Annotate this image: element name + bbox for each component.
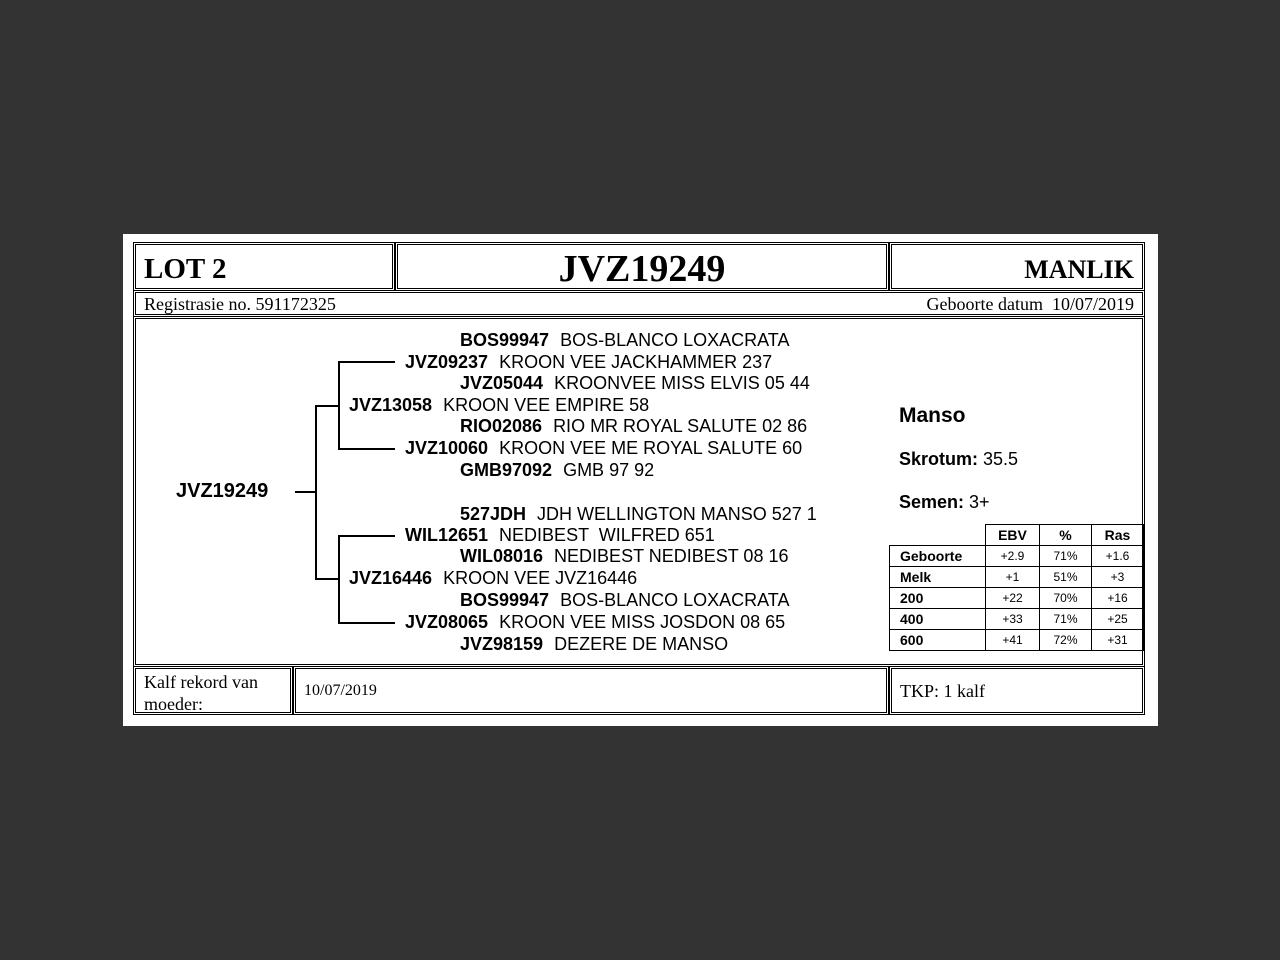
ebv-ras: +1.6 <box>1092 546 1144 567</box>
registration-row <box>135 292 1143 315</box>
line-to-dam-dam <box>338 622 395 624</box>
animal-id-title: JVZ19249 <box>558 248 726 290</box>
registration-label: Registrasie no. <box>144 294 251 314</box>
ancestor-name: NEDIBEST WILFRED 651 <box>499 525 715 545</box>
ebv-pct: 72% <box>1040 630 1092 651</box>
calf-record-label <box>144 671 258 715</box>
ebv-pct: 71% <box>1040 609 1092 630</box>
scrotum-value: 35.5 <box>983 449 1019 469</box>
calf-record-value-box <box>295 668 887 713</box>
line-to-sire <box>315 405 339 407</box>
registration-number: 591172325 <box>255 294 336 314</box>
pedigree-sire-dam-sire <box>460 416 807 437</box>
line-to-dam-sire <box>338 535 395 537</box>
pedigree-dam-dam-dam <box>460 634 728 655</box>
birth-date-label: Geboorte datum <box>926 294 1043 314</box>
line-subject <box>295 491 315 493</box>
pedigree-sire-sire-dam <box>460 373 810 394</box>
ebv-row-label: 400 <box>890 609 986 630</box>
ebv-table <box>889 524 1144 651</box>
pedigree-subject <box>176 481 268 502</box>
ebv-value: +41 <box>986 630 1040 651</box>
ebv-value: +1 <box>986 567 1040 588</box>
pedigree-sire-dam-dam <box>460 460 654 481</box>
pedigree-sire-sire-sire <box>460 330 789 351</box>
table-row <box>890 609 1144 630</box>
ebv-value: +22 <box>986 588 1040 609</box>
table-row <box>890 630 1144 651</box>
tkp-value: TKP: 1 kalf <box>900 681 985 701</box>
ancestor-id: JVZ10060 <box>405 438 489 458</box>
lot-number: LOT 2 <box>144 253 227 285</box>
ebv-header-ras: Ras <box>1092 525 1144 546</box>
ebv-row-label: 200 <box>890 588 986 609</box>
ancestor-id: 527JDH <box>460 504 527 524</box>
ebv-ras: +3 <box>1092 567 1144 588</box>
ancestor-name: BOS-BLANCO LOXACRATA <box>560 330 790 350</box>
ancestor-id: JVZ98159 <box>460 634 544 654</box>
ancestor-name: KROON VEE JACKHAMMER 237 <box>499 352 773 372</box>
ebv-value: +33 <box>986 609 1040 630</box>
ebv-pct: 71% <box>1040 546 1092 567</box>
ancestor-id: JVZ16446 <box>349 568 433 588</box>
pedigree-sire <box>349 395 649 416</box>
ancestor-id: JVZ13058 <box>349 395 433 415</box>
ancestor-id: WIL08016 <box>460 546 544 566</box>
ancestor-name: GMB 97 92 <box>563 460 655 480</box>
calf-record-label-box <box>135 668 291 713</box>
calf-record-value: 10/07/2019 <box>304 682 377 699</box>
tkp-box <box>891 668 1143 713</box>
pedigree-sire-sire <box>405 352 772 373</box>
semen-label: Semen: <box>899 492 965 512</box>
ancestor-id: RIO02086 <box>460 416 543 436</box>
ebv-ras: +31 <box>1092 630 1144 651</box>
pedigree-dam-sire-dam <box>460 546 788 567</box>
scrotum-info <box>899 449 1018 470</box>
line-subject-vertical <box>315 405 317 580</box>
table-row <box>890 588 1144 609</box>
ebv-row-label: Melk <box>890 567 986 588</box>
ebv-pct: 70% <box>1040 588 1092 609</box>
ancestor-id: GMB97092 <box>460 460 553 480</box>
ebv-header-ebv: EBV <box>986 525 1040 546</box>
line-sire-vertical <box>338 361 340 450</box>
birth-date-value: 10/07/2019 <box>1051 294 1134 314</box>
ebv-ras: +25 <box>1092 609 1144 630</box>
subject-id: JVZ19249 <box>176 480 269 502</box>
ancestor-name: KROON VEE EMPIRE 58 <box>443 395 650 415</box>
table-row <box>890 567 1144 588</box>
ancestor-name: DEZERE DE MANSO <box>554 634 729 654</box>
line-to-sire-dam <box>338 448 395 450</box>
ancestor-name: NEDIBEST NEDIBEST 08 16 <box>554 546 789 566</box>
ancestor-id: BOS99947 <box>460 590 550 610</box>
ancestor-name: KROONVEE MISS ELVIS 05 44 <box>554 373 810 393</box>
pedigree-dam-dam <box>405 612 785 633</box>
pedigree-dam-sire <box>405 525 715 546</box>
ebv-header-row <box>890 525 1144 546</box>
ancestor-name: KROON VEE ME ROYAL SALUTE 60 <box>499 438 803 458</box>
birth-date-text <box>927 294 1134 315</box>
animal-name: Manso <box>899 404 966 427</box>
ancestor-name: KROON VEE MISS JOSDON 08 65 <box>499 612 786 632</box>
ancestor-name: RIO MR ROYAL SALUTE 02 86 <box>553 416 808 436</box>
ancestor-id: JVZ05044 <box>460 373 544 393</box>
semen-value: 3+ <box>969 492 990 512</box>
sex-box <box>891 244 1143 289</box>
ebv-row-label: 600 <box>890 630 986 651</box>
sex-label: MANLIK <box>1024 255 1134 284</box>
ebv-pct: 51% <box>1040 567 1092 588</box>
scrotum-label: Skrotum: <box>899 449 979 469</box>
ancestor-name: JDH WELLINGTON MANSO 527 1 <box>537 504 817 524</box>
pedigree-dam-dam-sire <box>460 590 789 611</box>
calf-record-label-line1: Kalf rekord van <box>144 672 258 692</box>
registration-text <box>144 294 336 315</box>
table-row <box>890 546 1144 567</box>
line-dam-vertical <box>338 535 340 624</box>
ebv-value: +2.9 <box>986 546 1040 567</box>
pedigree-sire-dam <box>405 438 802 459</box>
ancestor-name: KROON VEE JVZ16446 <box>443 568 638 588</box>
line-to-dam <box>315 578 339 580</box>
ebv-row-label: Geboorte <box>890 546 986 567</box>
animal-id-box <box>397 244 887 289</box>
ancestor-id: BOS99947 <box>460 330 550 350</box>
lot-card <box>123 234 1158 726</box>
semen-info <box>899 492 990 513</box>
lot-box <box>135 244 393 289</box>
calf-record-label-line2: moeder: <box>144 694 203 714</box>
pedigree-dam <box>349 568 637 589</box>
ancestor-id: JVZ09237 <box>405 352 489 372</box>
pedigree-dam-sire-sire <box>460 504 817 525</box>
ancestor-name: BOS-BLANCO LOXACRATA <box>560 590 790 610</box>
ancestor-id: WIL12651 <box>405 525 489 545</box>
line-to-sire-sire <box>338 361 395 363</box>
ebv-header-pct: % <box>1040 525 1092 546</box>
ebv-ras: +16 <box>1092 588 1144 609</box>
ebv-header-blank <box>890 525 986 546</box>
ancestor-id: JVZ08065 <box>405 612 489 632</box>
